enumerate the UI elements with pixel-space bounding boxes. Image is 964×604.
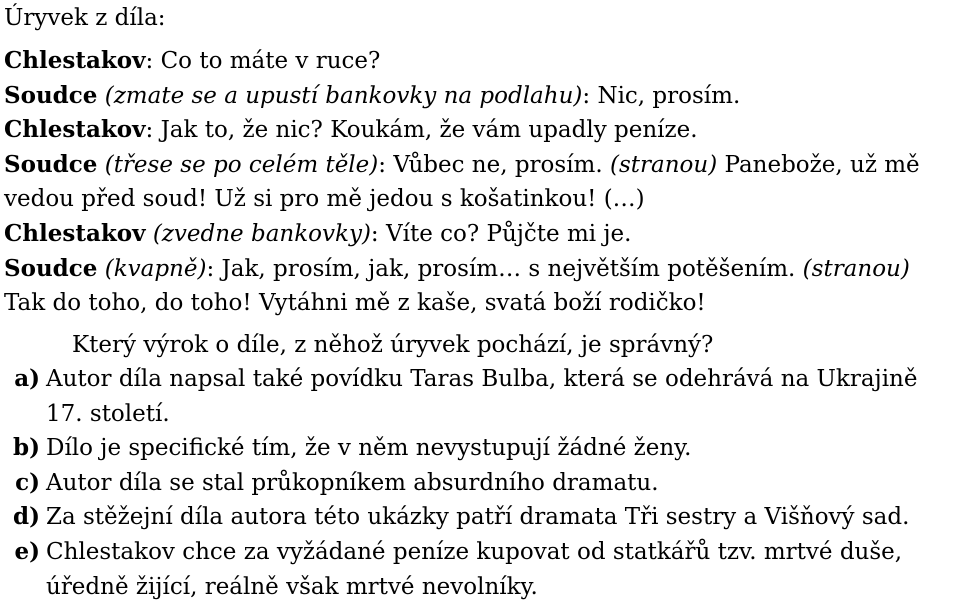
stage-direction: (třese se po celém těle) (104, 151, 379, 178)
separator: : (145, 48, 161, 74)
dialogue-continuation: Tak do toho, do toho! Vytáhni mě z kaše, svatá boží rodičko! (4, 290, 706, 317)
option-letter: c) (15, 468, 40, 496)
dialogue-continuation: vedou před soud! Už si pro mě jedou s košatinkou! (…) (4, 186, 645, 213)
speaker-name: Chlestakov (4, 47, 146, 74)
separator: : (370, 220, 386, 247)
option-text: Dílo je specifické tím, že v něm nevystupují žádné ženy. (46, 435, 692, 462)
spoken-text: Víte co? Půjčte mi je. (385, 220, 632, 247)
separator: : (145, 117, 161, 144)
dialogue-excerpt (4, 44, 960, 321)
option-text: Za stěžejní díla autora této ukázky patří dramata Tři sestry a Višňový sad. (46, 504, 910, 531)
excerpt-heading: Úryvek z díla: (4, 5, 166, 31)
spoken-text: Vůbec ne, prosím. (393, 151, 603, 178)
aside-direction: (stranou) (802, 255, 910, 282)
spoken-text: Nic, prosím. (597, 82, 741, 109)
answer-option-c[interactable] (4, 466, 962, 501)
answer-option-e[interactable] (4, 535, 962, 604)
option-letter: d) (13, 503, 40, 531)
answer-option-a[interactable] (4, 362, 962, 431)
separator: : (582, 82, 598, 109)
dialogue-line (4, 79, 960, 114)
option-text-continuation: 17. století. (46, 400, 170, 427)
option-letter: e) (14, 537, 40, 565)
dialogue-line (4, 252, 960, 287)
stage-direction: (zvedne bankovky) (152, 220, 371, 247)
option-text-continuation: úředně žijící, reálně však mrtvé nevolníky. (46, 573, 538, 600)
option-text: Chlestakov chce za vyžádané peníze kupovat od statkářů tzv. mrtvé duše, (46, 538, 903, 565)
option-text: Autor díla se stal průkopníkem absurdního dramatu. (46, 469, 659, 496)
aside-direction: (stranou) (610, 151, 718, 178)
dialogue-line (4, 113, 960, 148)
dialogue-line (4, 217, 960, 252)
question-text: Který výrok o díle, z něhož úryvek pochází, je správný? (72, 332, 714, 358)
spoken-text: Panebože, už mě (724, 151, 920, 178)
speaker-name: Chlestakov (4, 219, 146, 247)
option-letter: b) (13, 434, 40, 462)
answer-options (4, 362, 962, 604)
spoken-text: Co to máte v ruce? (160, 48, 381, 74)
dialogue-line (4, 148, 960, 183)
option-letter: a) (14, 365, 40, 392)
spoken-text: Jak, prosím, jak, prosím… s největším potěšením. (221, 255, 796, 282)
answer-option-b[interactable] (4, 431, 962, 466)
option-text: Autor díla napsal také povídku Taras Bulba, která se odehrává na Ukrajině (46, 366, 918, 392)
stage-direction: (zmate se a upustí bankovky na podlahu) (104, 82, 583, 109)
speaker-name: Soudce (4, 254, 98, 282)
separator: : (378, 151, 394, 178)
answer-option-d[interactable] (4, 500, 962, 535)
speaker-name: Chlestakov (4, 116, 146, 144)
separator: : (206, 255, 222, 282)
dialogue-line (4, 44, 960, 79)
speaker-name: Soudce (4, 150, 98, 178)
stage-direction: (kvapně) (104, 255, 207, 282)
spoken-text: Jak to, že nic? Koukám, že vám upadly peníze. (160, 117, 698, 144)
speaker-name: Soudce (4, 81, 98, 109)
